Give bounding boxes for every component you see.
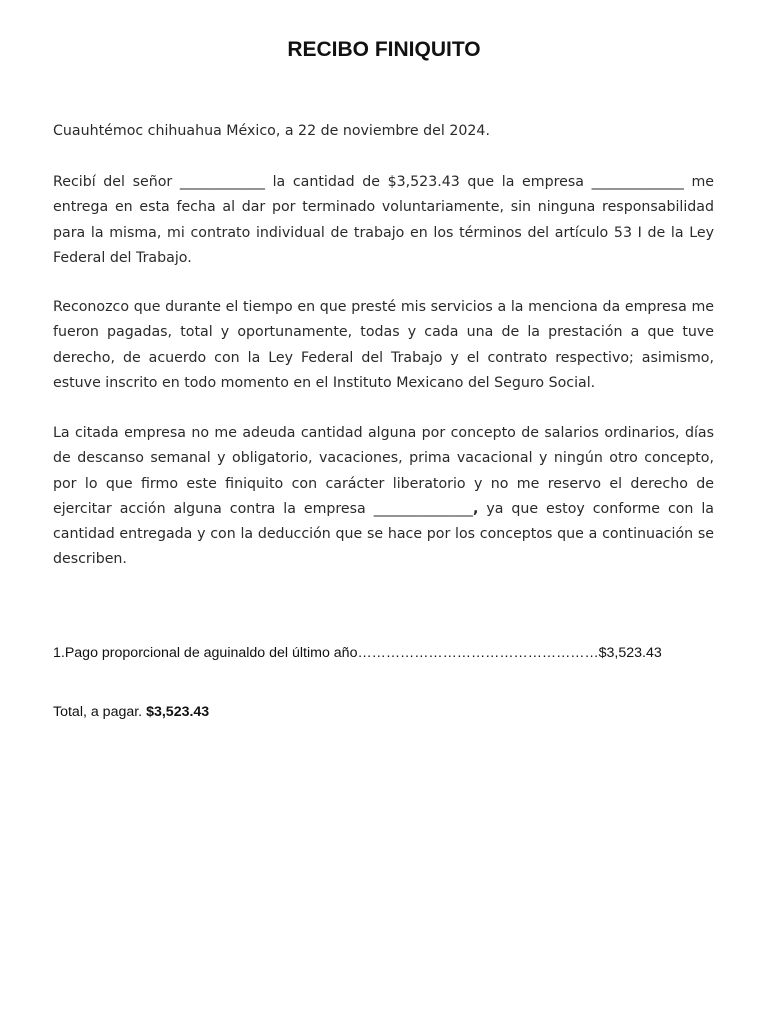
concept-line-item: 1.Pago proporcional de aguinaldo del último año……………………………………………$3,523.43 [53,645,662,661]
total-amount: $3,523.43 [146,704,210,720]
release-text-start: La citada empresa no me adeuda cantidad alguna por concepto de salarios ordinarios, días de descanso semanal y obligatorio, vacaciones, prima vacacional y ningún otro concepto, por lo que firmo este finiquito con carácter liberatorio y no me reservo el derecho de ejercitar acción alguna contra la empresa ______________ [53,425,714,517]
paragraph-receipt: Recibí del señor ____________ la cantidad de $3,523.43 que la empresa _____________ me entrega en esta fecha al dar por terminado voluntariamente, sin ninguna responsabilidad para la misma, mi contrato individual de trabajo en los términos del artículo 53 I de la Ley Federal del Trabajo. [53,174,714,266]
release-text-end: ya que estoy conforme con la cantidad entregada y con la deducción que se hace por los conceptos que a continuación se describen. [53,500,714,568]
date-line: Cuauhtémoc chihuahua México, a 22 de noviembre del 2024. [53,123,490,139]
document-title: RECIBO FINIQUITO [287,38,481,61]
paragraph-release [53,421,714,573]
total-label: Total, a pagar. [53,704,147,720]
paragraph-acknowledgement: Reconozco que durante el tiempo en que presté mis servicios a la menciona da empresa me fueron pagadas, total y oportunamente, todas y cada una de la prestación a que tuve derecho, de acuerdo con la Ley Federal del Trabajo y el contrato respectivo; asimismo, estuve inscrito en todo momento en el Instituto Mexicano del Seguro Social. [53,299,714,391]
release-bold-comma: , [473,500,479,517]
total-line [53,702,453,722]
